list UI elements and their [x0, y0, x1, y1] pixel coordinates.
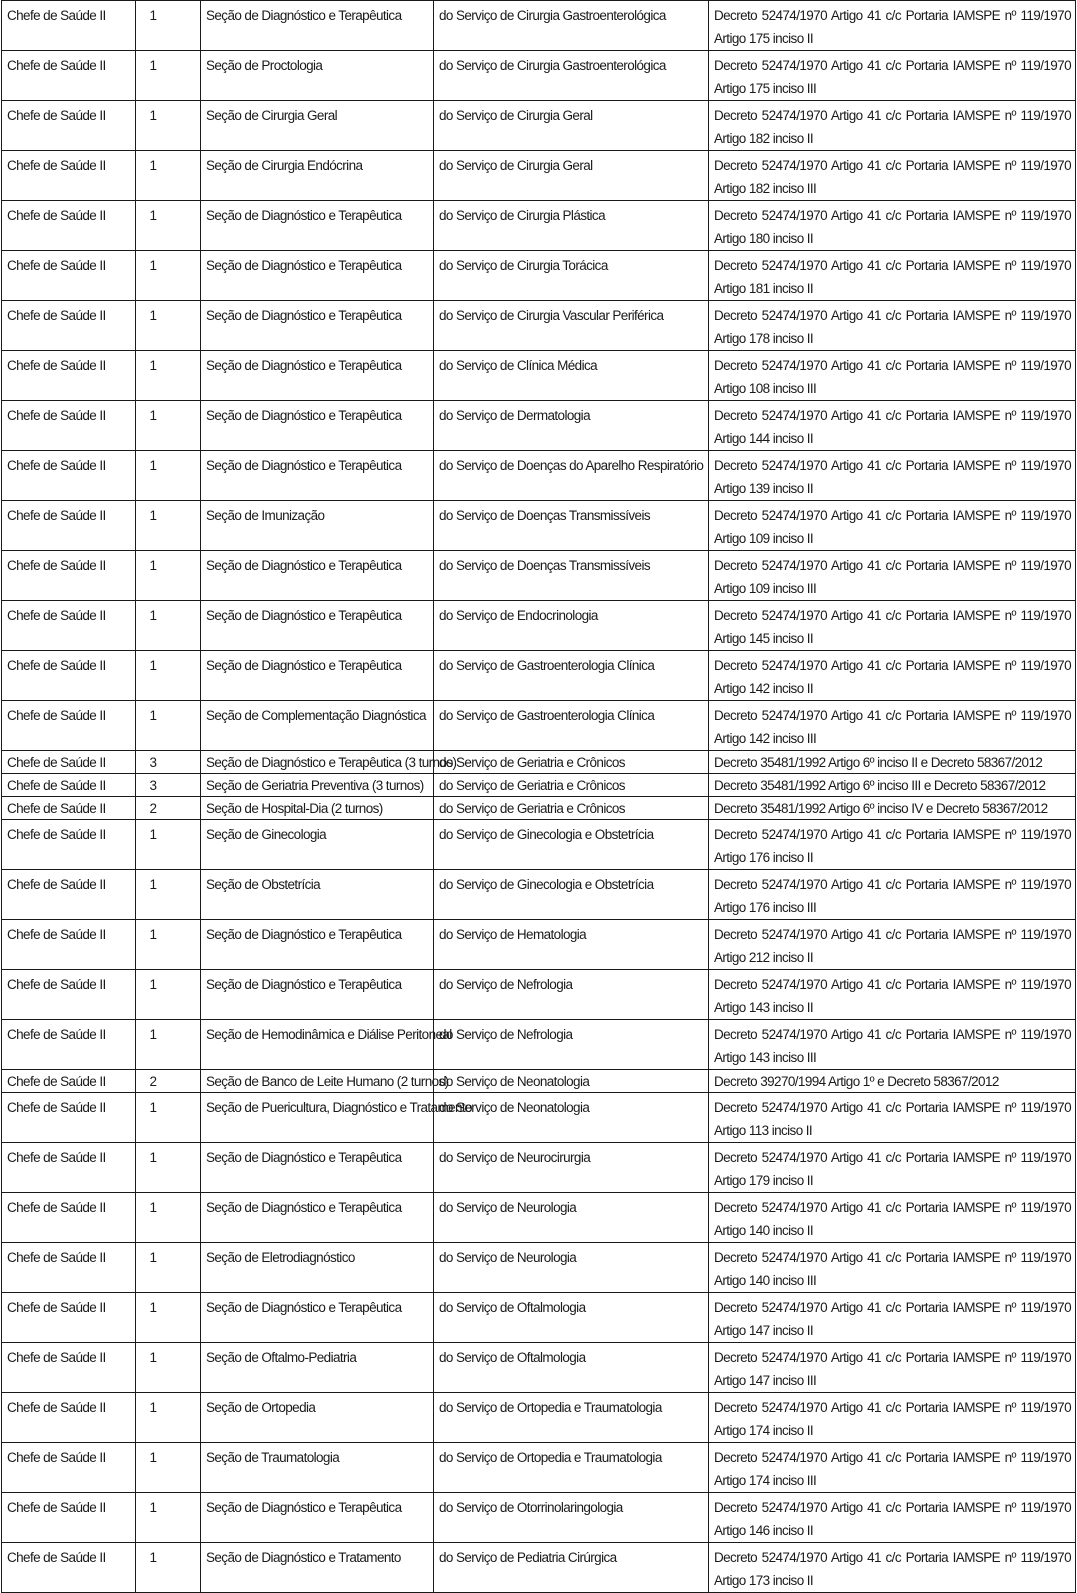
cell-cargo: Chefe de Saúde II: [2, 251, 136, 301]
cell-quantity: 1: [136, 651, 201, 701]
table-row: [2, 601, 1076, 651]
table-row: [2, 451, 1076, 501]
cell-cargo: Chefe de Saúde II: [2, 820, 136, 870]
table-row: [2, 820, 1076, 870]
cell-cargo: Chefe de Saúde II: [2, 1070, 136, 1093]
cell-legal-basis: Decreto 52474/1970 Artigo 41 c/c Portaria IAMSPE nº 119/1970 Artigo 178 inciso II: [709, 301, 1076, 351]
cell-section: Seção de Ortopedia: [201, 1393, 434, 1443]
cell-section: Seção de Diagnóstico e Terapêutica: [201, 1, 434, 51]
cell-cargo: Chefe de Saúde II: [2, 1, 136, 51]
cell-section: Seção de Diagnóstico e Terapêutica: [201, 251, 434, 301]
cell-service: do Serviço de Neurocirurgia: [434, 1143, 709, 1193]
cell-quantity: 1: [136, 251, 201, 301]
cell-quantity: 1: [136, 1020, 201, 1070]
cell-legal-basis: Decreto 52474/1970 Artigo 41 c/c Portaria IAMSPE nº 119/1970 Artigo 179 inciso II: [709, 1143, 1076, 1193]
cell-quantity: 1: [136, 401, 201, 451]
table-row: [2, 751, 1076, 774]
cell-service: do Serviço de Cirurgia Vascular Periférica: [434, 301, 709, 351]
table-row: [2, 651, 1076, 701]
cell-service: do Serviço de Neurologia: [434, 1193, 709, 1243]
cell-cargo: Chefe de Saúde II: [2, 551, 136, 601]
cell-legal-basis: Decreto 52474/1970 Artigo 41 c/c Portaria IAMSPE nº 119/1970 Artigo 143 inciso II: [709, 970, 1076, 1020]
cell-legal-basis: Decreto 52474/1970 Artigo 41 c/c Portaria IAMSPE nº 119/1970 Artigo 174 inciso III: [709, 1443, 1076, 1493]
table-row: [2, 1070, 1076, 1093]
cell-service: do Serviço de Doenças do Aparelho Respiratório: [434, 451, 709, 501]
table-row: [2, 774, 1076, 797]
cell-service: do Serviço de Cirurgia Geral: [434, 101, 709, 151]
cell-section: Seção de Diagnóstico e Terapêutica: [201, 551, 434, 601]
cell-section: Seção de Hemodinâmica e Diálise Peritoneal: [201, 1020, 434, 1070]
cell-legal-basis: Decreto 52474/1970 Artigo 41 c/c Portaria IAMSPE nº 119/1970 Artigo 142 inciso II: [709, 651, 1076, 701]
cell-cargo: Chefe de Saúde II: [2, 301, 136, 351]
cell-section: Seção de Diagnóstico e Terapêutica: [201, 1143, 434, 1193]
cell-section: Seção de Diagnóstico e Terapêutica (3 turnos): [201, 751, 434, 774]
cell-quantity: 1: [136, 501, 201, 551]
cell-quantity: 1: [136, 970, 201, 1020]
cell-section: Seção de Eletrodiagnóstico: [201, 1243, 434, 1293]
cell-service: do Serviço de Cirurgia Gastroenterológica: [434, 51, 709, 101]
cell-quantity: 1: [136, 1443, 201, 1493]
cell-section: Seção de Diagnóstico e Terapêutica: [201, 601, 434, 651]
cell-cargo: Chefe de Saúde II: [2, 870, 136, 920]
positions-table-body: [2, 1, 1076, 1593]
cell-cargo: Chefe de Saúde II: [2, 970, 136, 1020]
cell-quantity: 1: [136, 870, 201, 920]
cell-section: Seção de Ginecologia: [201, 820, 434, 870]
cell-quantity: 1: [136, 1293, 201, 1343]
cell-section: Seção de Diagnóstico e Tratamento: [201, 1543, 434, 1593]
cell-cargo: Chefe de Saúde II: [2, 1443, 136, 1493]
cell-legal-basis: Decreto 52474/1970 Artigo 41 c/c Portaria IAMSPE nº 119/1970 Artigo 175 inciso II: [709, 1, 1076, 51]
cell-service: do Serviço de Oftalmologia: [434, 1343, 709, 1393]
cell-section: Seção de Puericultura, Diagnóstico e Tratamento: [201, 1093, 434, 1143]
cell-quantity: 1: [136, 1343, 201, 1393]
table-row: [2, 51, 1076, 101]
cell-section: Seção de Obstetrícia: [201, 870, 434, 920]
cell-legal-basis: Decreto 52474/1970 Artigo 41 c/c Portaria IAMSPE nº 119/1970 Artigo 109 inciso III: [709, 551, 1076, 601]
cell-legal-basis: Decreto 52474/1970 Artigo 41 c/c Portaria IAMSPE nº 119/1970 Artigo 212 inciso II: [709, 920, 1076, 970]
cell-cargo: Chefe de Saúde II: [2, 701, 136, 751]
cell-quantity: 1: [136, 1543, 201, 1593]
cell-service: do Serviço de Doenças Transmissíveis: [434, 501, 709, 551]
table-row: [2, 1093, 1076, 1143]
cell-quantity: 1: [136, 1143, 201, 1193]
cell-section: Seção de Traumatologia: [201, 1443, 434, 1493]
cell-service: do Serviço de Geriatria e Crônicos: [434, 797, 709, 820]
cell-quantity: 1: [136, 151, 201, 201]
cell-section: Seção de Cirurgia Endócrina: [201, 151, 434, 201]
cell-legal-basis: Decreto 39270/1994 Artigo 1º e Decreto 58367/2012: [709, 1070, 1076, 1093]
table-row: [2, 351, 1076, 401]
cell-cargo: Chefe de Saúde II: [2, 751, 136, 774]
table-row: [2, 870, 1076, 920]
table-row: [2, 301, 1076, 351]
cell-quantity: 1: [136, 451, 201, 501]
cell-cargo: Chefe de Saúde II: [2, 1543, 136, 1593]
cell-legal-basis: Decreto 52474/1970 Artigo 41 c/c Portaria IAMSPE nº 119/1970 Artigo 145 inciso II: [709, 601, 1076, 651]
cell-legal-basis: Decreto 52474/1970 Artigo 41 c/c Portaria IAMSPE nº 119/1970 Artigo 140 inciso III: [709, 1243, 1076, 1293]
cell-cargo: Chefe de Saúde II: [2, 1093, 136, 1143]
cell-legal-basis: Decreto 52474/1970 Artigo 41 c/c Portaria IAMSPE nº 119/1970 Artigo 113 inciso II: [709, 1093, 1076, 1143]
cell-service: do Serviço de Ginecologia e Obstetrícia: [434, 870, 709, 920]
table-row: [2, 1020, 1076, 1070]
cell-service: do Serviço de Cirurgia Torácica: [434, 251, 709, 301]
table-row: [2, 151, 1076, 201]
cell-service: do Serviço de Pediatria Cirúrgica: [434, 1543, 709, 1593]
cell-quantity: 1: [136, 820, 201, 870]
table-row: [2, 797, 1076, 820]
cell-section: Seção de Diagnóstico e Terapêutica: [201, 401, 434, 451]
cell-section: Seção de Diagnóstico e Terapêutica: [201, 920, 434, 970]
cell-quantity: 2: [136, 1070, 201, 1093]
table-row: [2, 551, 1076, 601]
cell-section: Seção de Proctologia: [201, 51, 434, 101]
cell-cargo: Chefe de Saúde II: [2, 501, 136, 551]
cell-cargo: Chefe de Saúde II: [2, 101, 136, 151]
table-row: [2, 201, 1076, 251]
cell-quantity: 2: [136, 797, 201, 820]
cell-service: do Serviço de Otorrinolaringologia: [434, 1493, 709, 1543]
cell-section: Seção de Diagnóstico e Terapêutica: [201, 1293, 434, 1343]
cell-cargo: Chefe de Saúde II: [2, 201, 136, 251]
cell-service: do Serviço de Ortopedia e Traumatologia: [434, 1443, 709, 1493]
cell-cargo: Chefe de Saúde II: [2, 651, 136, 701]
cell-legal-basis: Decreto 52474/1970 Artigo 41 c/c Portaria IAMSPE nº 119/1970 Artigo 176 inciso II: [709, 820, 1076, 870]
cell-cargo: Chefe de Saúde II: [2, 1293, 136, 1343]
cell-section: Seção de Oftalmo-Pediatria: [201, 1343, 434, 1393]
cell-service: do Serviço de Nefrologia: [434, 970, 709, 1020]
cell-cargo: Chefe de Saúde II: [2, 797, 136, 820]
table-row: [2, 501, 1076, 551]
cell-quantity: 1: [136, 1, 201, 51]
table-row: [2, 970, 1076, 1020]
cell-legal-basis: Decreto 52474/1970 Artigo 41 c/c Portaria IAMSPE nº 119/1970 Artigo 144 inciso II: [709, 401, 1076, 451]
cell-cargo: Chefe de Saúde II: [2, 920, 136, 970]
cell-legal-basis: Decreto 52474/1970 Artigo 41 c/c Portaria IAMSPE nº 119/1970 Artigo 143 inciso III: [709, 1020, 1076, 1070]
cell-legal-basis: Decreto 35481/1992 Artigo 6º inciso II e Decreto 58367/2012: [709, 751, 1076, 774]
cell-cargo: Chefe de Saúde II: [2, 401, 136, 451]
cell-quantity: 1: [136, 301, 201, 351]
cell-service: do Serviço de Geriatria e Crônicos: [434, 751, 709, 774]
cell-service: do Serviço de Oftalmologia: [434, 1293, 709, 1343]
cell-section: Seção de Imunização: [201, 501, 434, 551]
cell-cargo: Chefe de Saúde II: [2, 601, 136, 651]
table-row: [2, 701, 1076, 751]
table-row: [2, 401, 1076, 451]
cell-section: Seção de Diagnóstico e Terapêutica: [201, 451, 434, 501]
table-row: [2, 101, 1076, 151]
cell-section: Seção de Diagnóstico e Terapêutica: [201, 1493, 434, 1543]
cell-cargo: Chefe de Saúde II: [2, 1020, 136, 1070]
cell-service: do Serviço de Hematologia: [434, 920, 709, 970]
cell-legal-basis: Decreto 52474/1970 Artigo 41 c/c Portaria IAMSPE nº 119/1970 Artigo 180 inciso II: [709, 201, 1076, 251]
cell-section: Seção de Diagnóstico e Terapêutica: [201, 351, 434, 401]
table-row: [2, 1393, 1076, 1443]
cell-legal-basis: Decreto 52474/1970 Artigo 41 c/c Portaria IAMSPE nº 119/1970 Artigo 181 inciso II: [709, 251, 1076, 301]
cell-quantity: 1: [136, 701, 201, 751]
cell-service: do Serviço de Neonatologia: [434, 1070, 709, 1093]
cell-legal-basis: Decreto 52474/1970 Artigo 41 c/c Portaria IAMSPE nº 119/1970 Artigo 173 inciso II: [709, 1543, 1076, 1593]
cell-legal-basis: Decreto 52474/1970 Artigo 41 c/c Portaria IAMSPE nº 119/1970 Artigo 108 inciso III: [709, 351, 1076, 401]
cell-service: do Serviço de Endocrinologia: [434, 601, 709, 651]
cell-section: Seção de Diagnóstico e Terapêutica: [201, 651, 434, 701]
cell-quantity: 1: [136, 101, 201, 151]
cell-legal-basis: Decreto 52474/1970 Artigo 41 c/c Portaria IAMSPE nº 119/1970 Artigo 147 inciso III: [709, 1343, 1076, 1393]
table-row: [2, 251, 1076, 301]
table-row: [2, 1243, 1076, 1293]
cell-quantity: 1: [136, 1193, 201, 1243]
cell-service: do Serviço de Ginecologia e Obstetrícia: [434, 820, 709, 870]
cell-legal-basis: Decreto 52474/1970 Artigo 41 c/c Portaria IAMSPE nº 119/1970 Artigo 175 inciso III: [709, 51, 1076, 101]
cell-section: Seção de Banco de Leite Humano (2 turnos): [201, 1070, 434, 1093]
cell-section: Seção de Geriatria Preventiva (3 turnos): [201, 774, 434, 797]
cell-quantity: 1: [136, 1243, 201, 1293]
cell-service: do Serviço de Geriatria e Crônicos: [434, 774, 709, 797]
cell-cargo: Chefe de Saúde II: [2, 151, 136, 201]
cell-quantity: 3: [136, 774, 201, 797]
cell-cargo: Chefe de Saúde II: [2, 1393, 136, 1443]
cell-quantity: 1: [136, 920, 201, 970]
cell-quantity: 1: [136, 51, 201, 101]
cell-cargo: Chefe de Saúde II: [2, 51, 136, 101]
cell-legal-basis: Decreto 52474/1970 Artigo 41 c/c Portaria IAMSPE nº 119/1970 Artigo 182 inciso II: [709, 101, 1076, 151]
cell-service: do Serviço de Cirurgia Plástica: [434, 201, 709, 251]
cell-service: do Serviço de Gastroenterologia Clínica: [434, 651, 709, 701]
cell-quantity: 3: [136, 751, 201, 774]
cell-service: do Serviço de Cirurgia Gastroenterológica: [434, 1, 709, 51]
cell-legal-basis: Decreto 52474/1970 Artigo 41 c/c Portaria IAMSPE nº 119/1970 Artigo 147 inciso II: [709, 1293, 1076, 1343]
cell-quantity: 1: [136, 601, 201, 651]
cell-legal-basis: Decreto 52474/1970 Artigo 41 c/c Portaria IAMSPE nº 119/1970 Artigo 109 inciso II: [709, 501, 1076, 551]
cell-section: Seção de Diagnóstico e Terapêutica: [201, 201, 434, 251]
cell-quantity: 1: [136, 1393, 201, 1443]
cell-legal-basis: Decreto 52474/1970 Artigo 41 c/c Portaria IAMSPE nº 119/1970 Artigo 182 inciso III: [709, 151, 1076, 201]
cell-service: do Serviço de Ortopedia e Traumatologia: [434, 1393, 709, 1443]
cell-cargo: Chefe de Saúde II: [2, 1493, 136, 1543]
cell-section: Seção de Diagnóstico e Terapêutica: [201, 970, 434, 1020]
cell-service: do Serviço de Dermatologia: [434, 401, 709, 451]
table-row: [2, 920, 1076, 970]
cell-service: do Serviço de Neonatologia: [434, 1093, 709, 1143]
table-row: [2, 1443, 1076, 1493]
table-row: [2, 1493, 1076, 1543]
cell-legal-basis: Decreto 52474/1970 Artigo 41 c/c Portaria IAMSPE nº 119/1970 Artigo 174 inciso II: [709, 1393, 1076, 1443]
cell-legal-basis: Decreto 35481/1992 Artigo 6º inciso III e Decreto 58367/2012: [709, 774, 1076, 797]
cell-quantity: 1: [136, 551, 201, 601]
cell-service: do Serviço de Nefrologia: [434, 1020, 709, 1070]
cell-cargo: Chefe de Saúde II: [2, 1243, 136, 1293]
table-row: [2, 1293, 1076, 1343]
cell-legal-basis: Decreto 52474/1970 Artigo 41 c/c Portaria IAMSPE nº 119/1970 Artigo 140 inciso II: [709, 1193, 1076, 1243]
table-row: [2, 1143, 1076, 1193]
cell-section: Seção de Diagnóstico e Terapêutica: [201, 301, 434, 351]
cell-section: Seção de Hospital-Dia (2 turnos): [201, 797, 434, 820]
cell-cargo: Chefe de Saúde II: [2, 1343, 136, 1393]
cell-legal-basis: Decreto 35481/1992 Artigo 6º inciso IV e Decreto 58367/2012: [709, 797, 1076, 820]
cell-service: do Serviço de Clínica Médica: [434, 351, 709, 401]
cell-section: Seção de Cirurgia Geral: [201, 101, 434, 151]
cell-cargo: Chefe de Saúde II: [2, 1143, 136, 1193]
cell-cargo: Chefe de Saúde II: [2, 351, 136, 401]
cell-quantity: 1: [136, 351, 201, 401]
table-row: [2, 1193, 1076, 1243]
table-row: [2, 1343, 1076, 1393]
table-row: [2, 1543, 1076, 1593]
cell-service: do Serviço de Doenças Transmissíveis: [434, 551, 709, 601]
cell-quantity: 1: [136, 1493, 201, 1543]
cell-service: do Serviço de Cirurgia Geral: [434, 151, 709, 201]
cell-section: Seção de Diagnóstico e Terapêutica: [201, 1193, 434, 1243]
cell-quantity: 1: [136, 1093, 201, 1143]
cell-cargo: Chefe de Saúde II: [2, 774, 136, 797]
cell-legal-basis: Decreto 52474/1970 Artigo 41 c/c Portaria IAMSPE nº 119/1970 Artigo 176 inciso III: [709, 870, 1076, 920]
cell-legal-basis: Decreto 52474/1970 Artigo 41 c/c Portaria IAMSPE nº 119/1970 Artigo 139 inciso II: [709, 451, 1076, 501]
cell-legal-basis: Decreto 52474/1970 Artigo 41 c/c Portaria IAMSPE nº 119/1970 Artigo 146 inciso II: [709, 1493, 1076, 1543]
positions-table: [1, 0, 1076, 1593]
cell-quantity: 1: [136, 201, 201, 251]
cell-cargo: Chefe de Saúde II: [2, 1193, 136, 1243]
cell-section: Seção de Complementação Diagnóstica: [201, 701, 434, 751]
table-row: [2, 1, 1076, 51]
cell-cargo: Chefe de Saúde II: [2, 451, 136, 501]
cell-service: do Serviço de Gastroenterologia Clínica: [434, 701, 709, 751]
cell-service: do Serviço de Neurologia: [434, 1243, 709, 1293]
cell-legal-basis: Decreto 52474/1970 Artigo 41 c/c Portaria IAMSPE nº 119/1970 Artigo 142 inciso III: [709, 701, 1076, 751]
